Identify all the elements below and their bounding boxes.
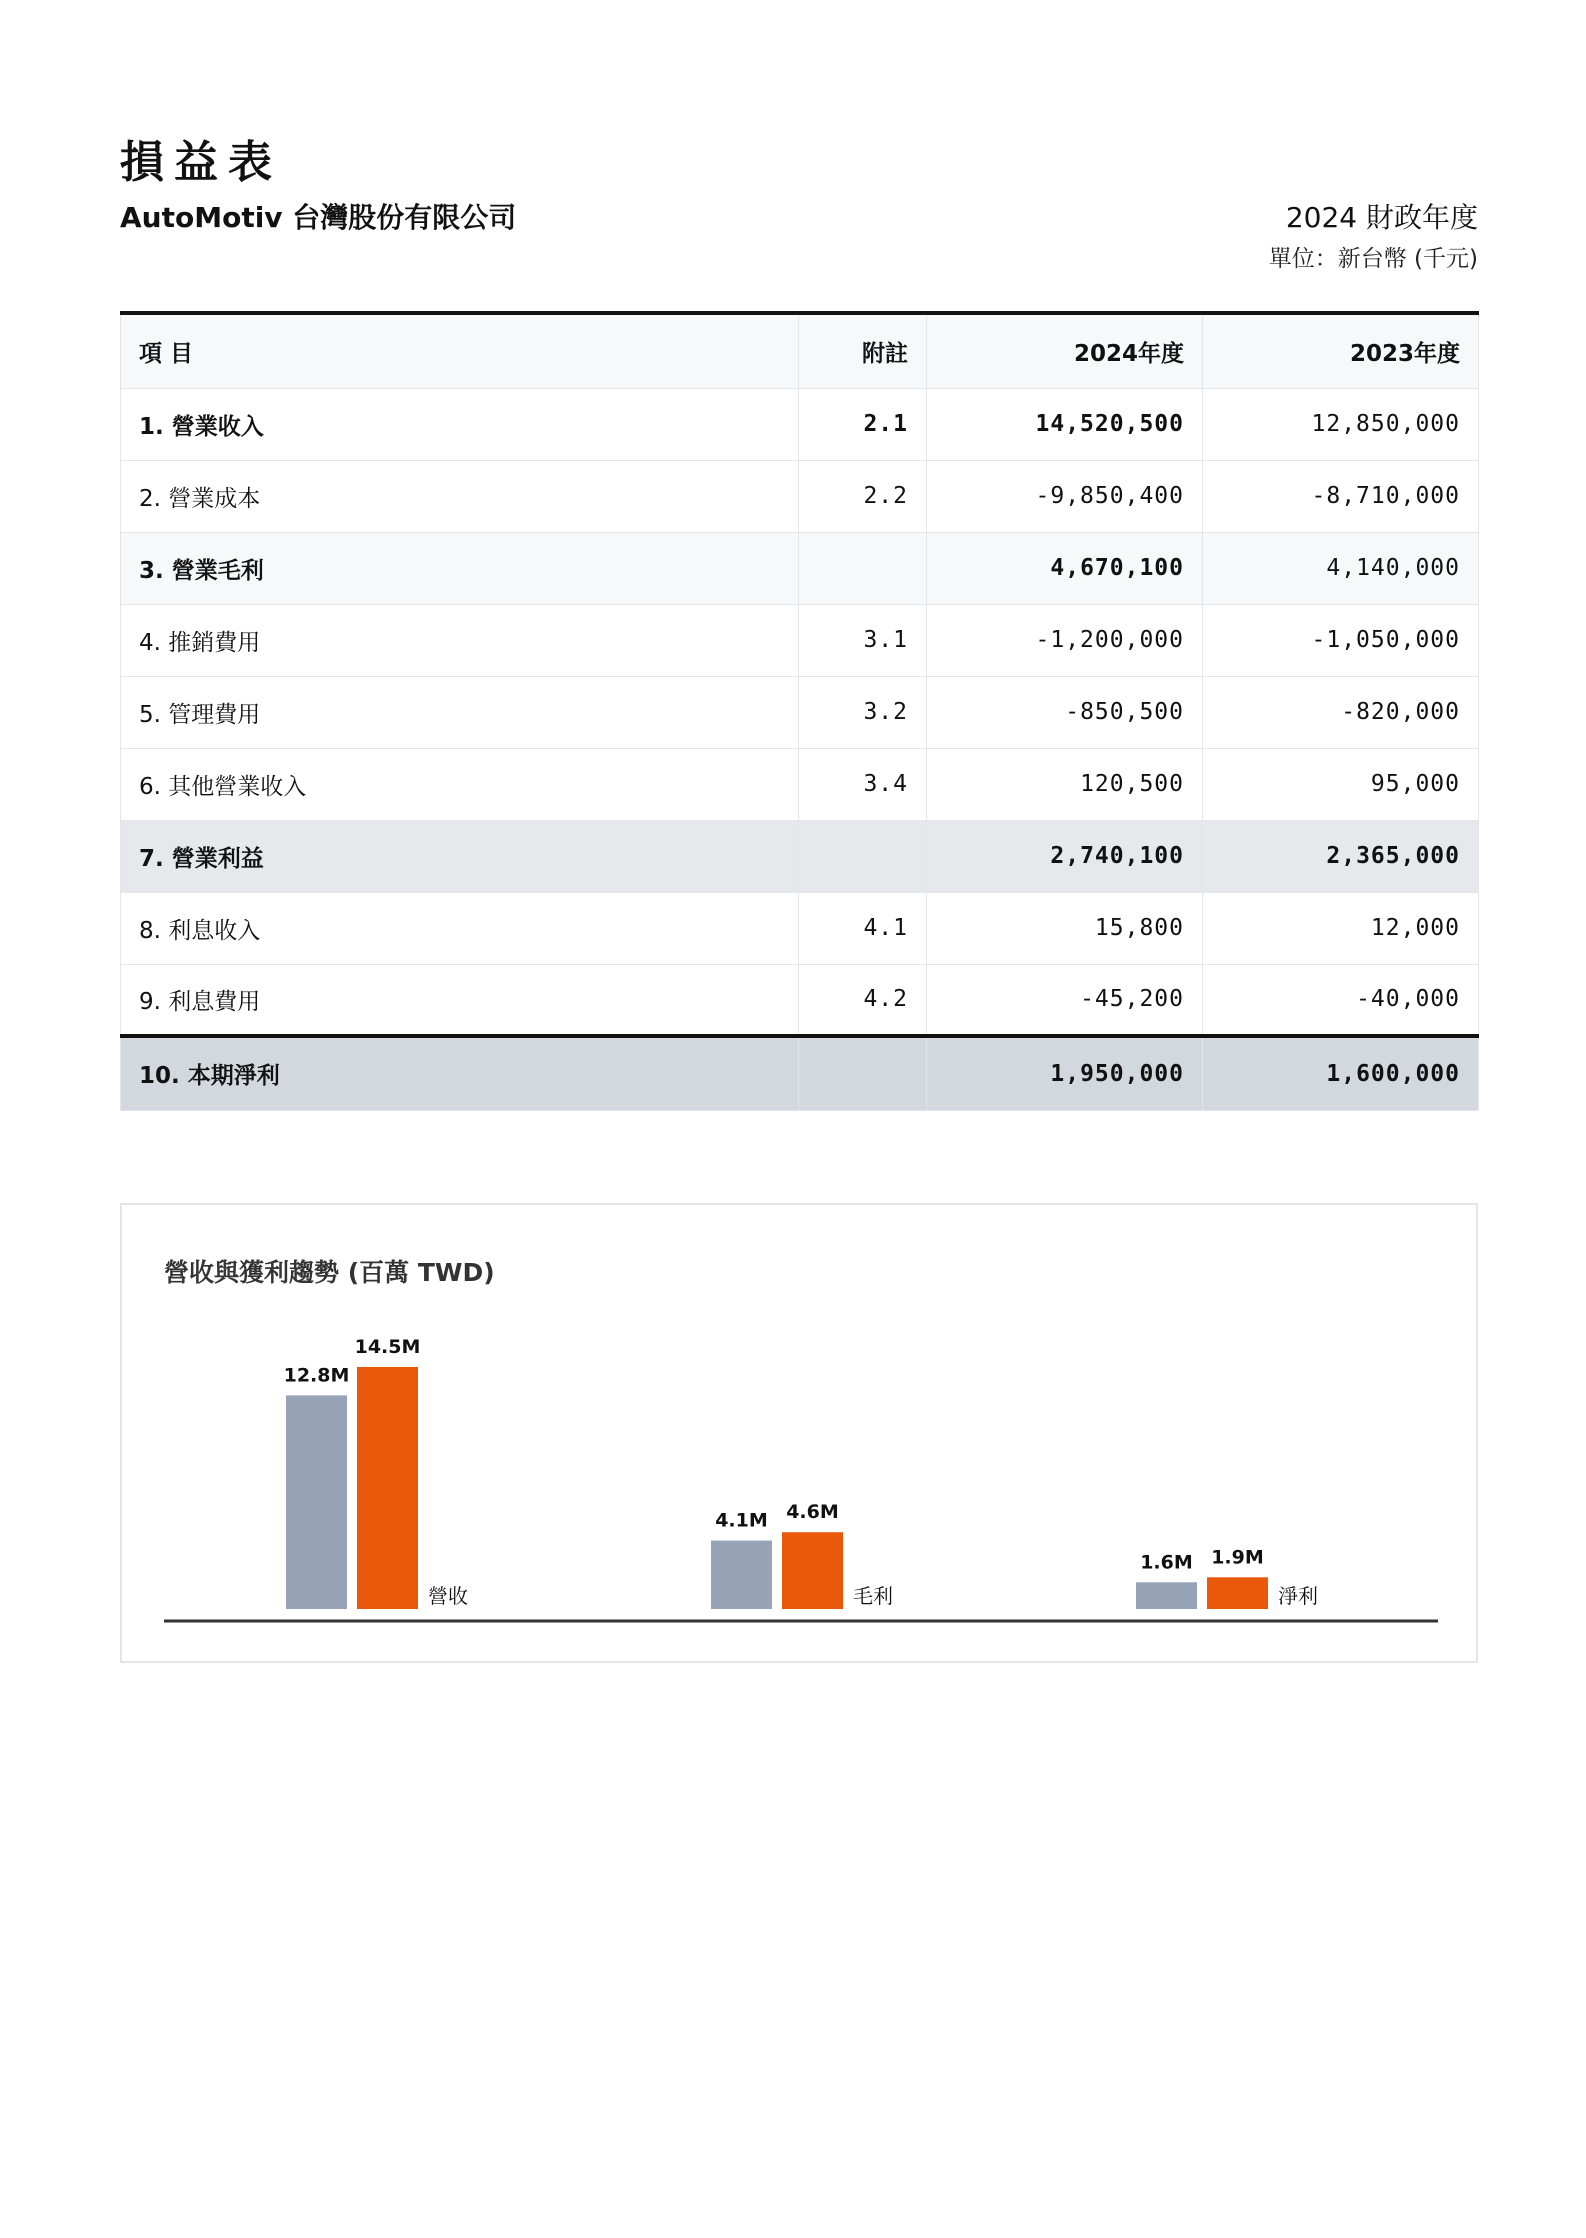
row-2023-value: -820,000	[1203, 676, 1479, 748]
document-title: 損益表	[120, 137, 282, 188]
table-row	[121, 460, 1479, 532]
row-note: 2.1	[799, 388, 927, 460]
row-item: 10. 本期淨利	[121, 1036, 799, 1110]
row-item: 7. 營業利益	[121, 820, 799, 892]
chart-bar	[1136, 1582, 1197, 1609]
row-note	[799, 532, 927, 604]
row-item: 9. 利息費用	[121, 964, 799, 1036]
row-note: 4.1	[799, 892, 927, 964]
row-2024-value: -1,200,000	[927, 604, 1203, 676]
column-header-2023: 2023年度	[1203, 313, 1479, 388]
table-row	[121, 964, 1479, 1036]
company-name: AutoMotiv 台灣股份有限公司	[120, 201, 517, 234]
chart-category-label: 淨利	[1278, 1584, 1318, 1608]
row-2023-value: 12,000	[1203, 892, 1479, 964]
row-2023-value: 4,140,000	[1203, 532, 1479, 604]
row-2024-value: 14,520,500	[927, 388, 1203, 460]
row-2024-value: -9,850,400	[927, 460, 1203, 532]
chart-bar	[1207, 1577, 1268, 1609]
row-2024-value: 120,500	[927, 748, 1203, 820]
table-row	[121, 604, 1479, 676]
row-item: 5. 管理費用	[121, 676, 799, 748]
row-2024-value: 2,740,100	[927, 820, 1203, 892]
row-note	[799, 820, 927, 892]
chart-data-label: 4.1M	[715, 1509, 768, 1532]
table-header-row	[121, 313, 1479, 388]
row-note: 4.2	[799, 964, 927, 1036]
row-2024-value: 15,800	[927, 892, 1203, 964]
fiscal-year: 2024 財政年度	[1285, 201, 1478, 234]
column-header-item: 項 目	[121, 313, 799, 388]
revenue-profit-bar-chart	[122, 1205, 1476, 1661]
table-row-total	[121, 1036, 1479, 1110]
row-2024-value: -850,500	[927, 676, 1203, 748]
table-row	[121, 676, 1479, 748]
chart-data-label: 4.6M	[786, 1501, 839, 1524]
row-2023-value: 12,850,000	[1203, 388, 1479, 460]
row-item: 3. 營業毛利	[121, 532, 799, 604]
column-header-2024: 2024年度	[927, 313, 1203, 388]
row-2023-value: -8,710,000	[1203, 460, 1479, 532]
chart-data-label: 1.6M	[1140, 1551, 1193, 1574]
chart-bar	[357, 1367, 418, 1609]
row-2024-value: -45,200	[927, 964, 1203, 1036]
row-2023-value: -1,050,000	[1203, 604, 1479, 676]
row-item: 2. 營業成本	[121, 460, 799, 532]
row-2024-value: 4,670,100	[927, 532, 1203, 604]
row-2023-value: -40,000	[1203, 964, 1479, 1036]
row-2023-value: 1,600,000	[1203, 1036, 1479, 1110]
income-statement-table	[120, 311, 1479, 1111]
chart-category-label: 營收	[428, 1584, 468, 1608]
chart-data-label: 12.8M	[283, 1364, 350, 1387]
row-2023-value: 95,000	[1203, 748, 1479, 820]
chart-title: 營收與獲利趨勢 (百萬 TWD)	[164, 1258, 495, 1287]
row-note: 3.2	[799, 676, 927, 748]
table-row	[121, 820, 1479, 892]
chart-category-label: 毛利	[853, 1584, 893, 1608]
row-2023-value: 2,365,000	[1203, 820, 1479, 892]
chart-data-label: 1.9M	[1211, 1546, 1264, 1569]
row-note: 2.2	[799, 460, 927, 532]
row-note: 3.4	[799, 748, 927, 820]
row-2024-value: 1,950,000	[927, 1036, 1203, 1110]
chart-bar	[286, 1395, 347, 1609]
chart-data-label: 14.5M	[354, 1336, 421, 1358]
chart-bar	[782, 1532, 843, 1609]
row-item: 6. 其他營業收入	[121, 748, 799, 820]
row-item: 1. 營業收入	[121, 388, 799, 460]
row-note: 3.1	[799, 604, 927, 676]
table-row	[121, 388, 1479, 460]
row-item: 4. 推銷費用	[121, 604, 799, 676]
column-header-note: 附註	[799, 313, 927, 388]
row-note	[799, 1036, 927, 1110]
row-item: 8. 利息收入	[121, 892, 799, 964]
table-row	[121, 748, 1479, 820]
revenue-profit-chart-card	[120, 1203, 1478, 1663]
chart-bar	[711, 1541, 772, 1609]
currency-unit: 單位：新台幣 (千元)	[1268, 246, 1478, 272]
table-row	[121, 532, 1479, 604]
table-row	[121, 892, 1479, 964]
